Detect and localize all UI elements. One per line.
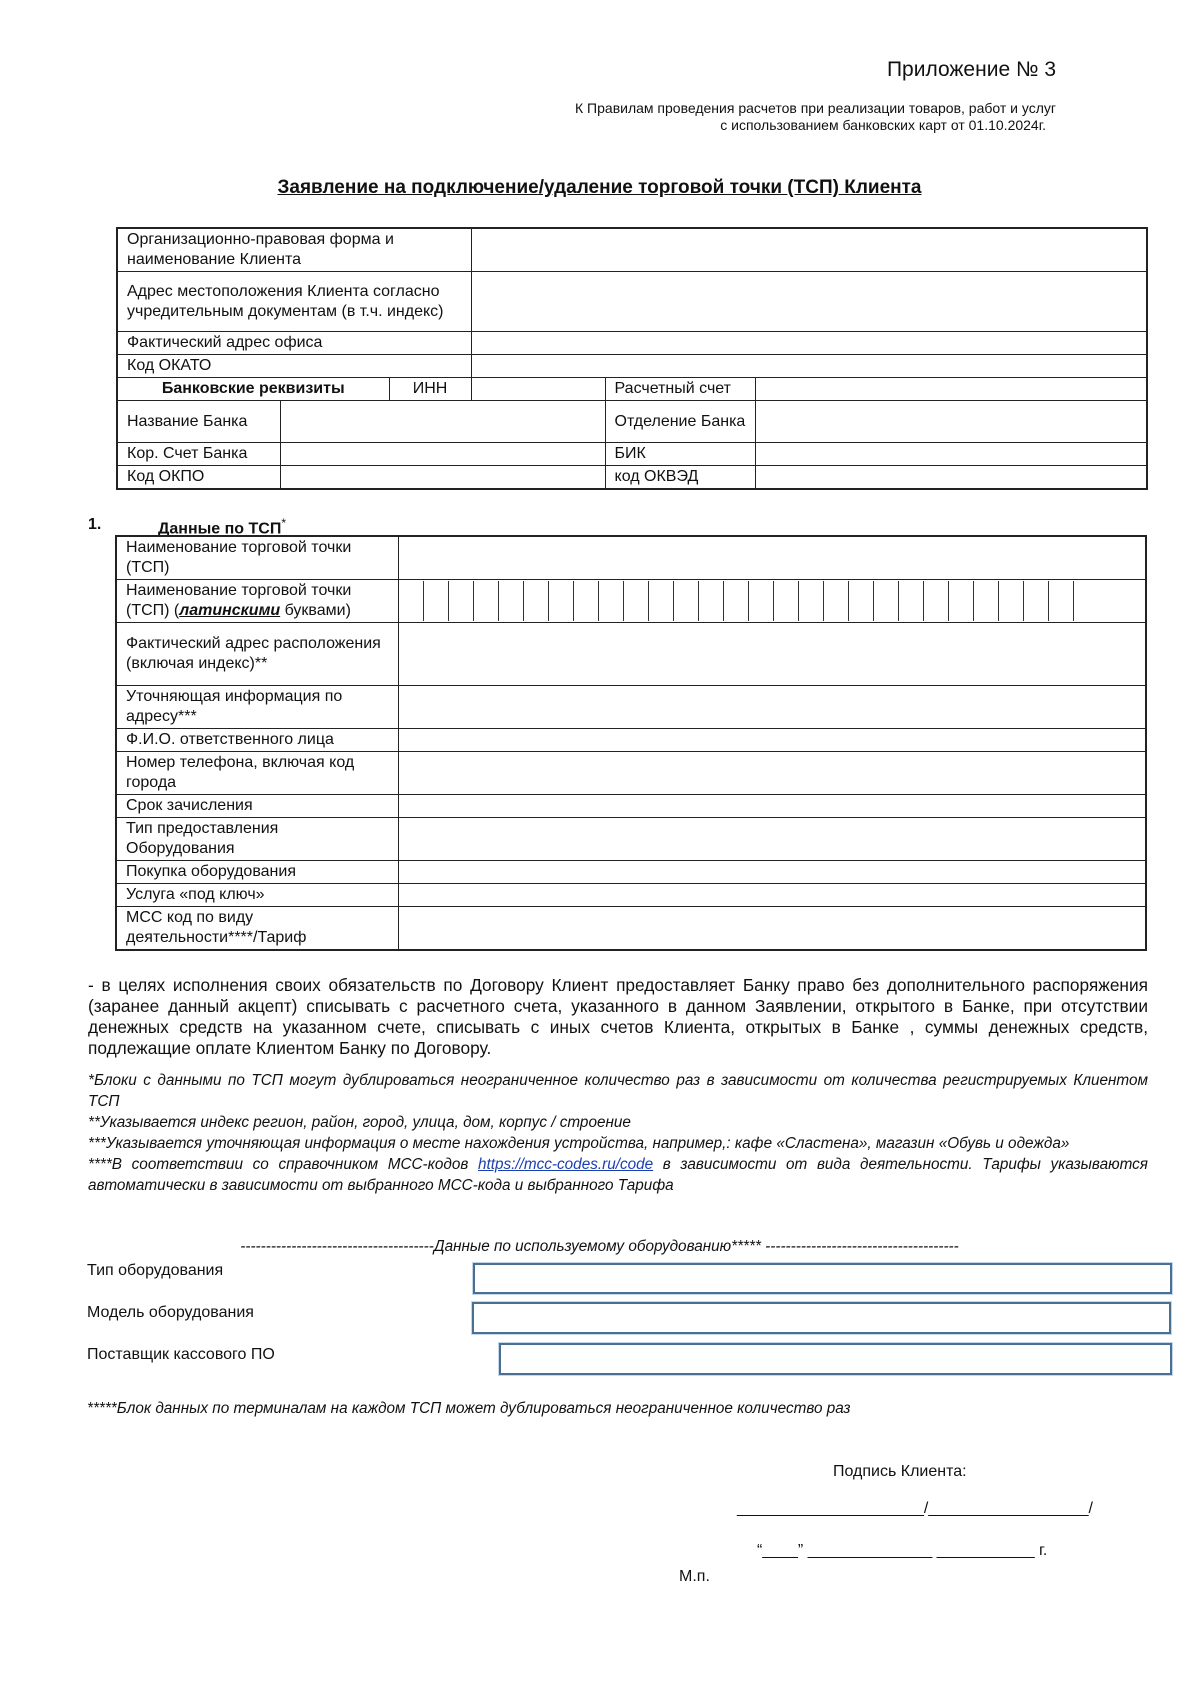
table-row <box>116 752 1146 795</box>
corr-account-label: Кор. Счет Банка <box>117 443 280 466</box>
client-signature-label: Подпись Клиента: <box>833 1463 967 1480</box>
tsp-address-label: Фактический адрес расположения (включая индекс)** <box>116 623 399 686</box>
term-label: Срок зачисления <box>116 795 399 818</box>
equipment-type-field[interactable] <box>399 818 1147 861</box>
okato-label: Код ОКАТО <box>117 355 471 378</box>
tsp-address-info-label: Уточняющая информация по адресу*** <box>116 686 399 729</box>
letter-cell[interactable] <box>699 581 724 621</box>
corr-account-field[interactable] <box>280 443 605 466</box>
letter-cell[interactable] <box>799 581 824 621</box>
responsible-field[interactable] <box>399 729 1147 752</box>
letter-cell[interactable] <box>724 581 749 621</box>
letter-cell[interactable] <box>499 581 524 621</box>
bank-name-field[interactable] <box>280 401 605 443</box>
letter-cell[interactable] <box>824 581 849 621</box>
phone-label: Номер телефона, включая код города <box>116 752 399 795</box>
appendix-number: Приложение № 3 <box>886 58 1056 81</box>
letter-cell[interactable] <box>774 581 799 621</box>
latin-suffix: буквами) <box>280 602 351 619</box>
letter-cell[interactable] <box>899 581 924 621</box>
table-row <box>116 536 1146 580</box>
letter-cell[interactable] <box>399 581 424 621</box>
signature-date-line[interactable]: “____” ______________ ___________ г. <box>757 1542 1048 1559</box>
inn-field[interactable] <box>471 378 605 401</box>
document-title <box>0 177 1199 199</box>
table-row <box>117 401 1147 443</box>
table-row <box>116 907 1146 951</box>
letter-cell[interactable] <box>574 581 599 621</box>
table-row <box>116 795 1146 818</box>
responsible-label: Ф.И.О. ответственного лица <box>116 729 399 752</box>
actual-address-label: Фактический адрес офиса <box>117 332 471 355</box>
account-field[interactable] <box>755 378 1147 401</box>
footnote-2: **Указывается индекс регион, район, город, улица, дом, корпус / строение <box>88 1114 631 1131</box>
equipment-type-label: Тип предоставления Оборудования <box>116 818 399 861</box>
turnkey-field[interactable] <box>399 884 1147 907</box>
bik-field[interactable] <box>755 443 1147 466</box>
bank-details-heading: Банковские реквизиты <box>117 378 389 401</box>
okved-label: код ОКВЭД <box>605 466 755 490</box>
footnote-4 <box>88 1154 1148 1196</box>
equipment-purchase-field[interactable] <box>399 861 1147 884</box>
letter-cell[interactable] <box>974 581 999 621</box>
letter-cell[interactable] <box>449 581 474 621</box>
letter-cell[interactable] <box>999 581 1024 621</box>
equipment-type-label: Тип оборудования <box>87 1262 224 1279</box>
mcc-codes-link[interactable]: https://mcc-codes.ru/code <box>477 1156 654 1173</box>
letter-cell[interactable] <box>749 581 774 621</box>
footnote-4-suffix: в зависимости от вида деятельности. Тарифы указываются автоматически в зависимости от выбранного МСС-кода и выбранного Тарифа <box>88 1156 1148 1194</box>
cash-software-vendor-input[interactable] <box>499 1343 1172 1375</box>
latin-emphasis: латинскими <box>179 602 281 619</box>
table-row <box>117 443 1147 466</box>
letter-cell[interactable] <box>624 581 649 621</box>
table-row <box>116 729 1146 752</box>
tsp-name-label: Наименование торговой точки (ТСП) <box>116 536 399 580</box>
letter-cell[interactable] <box>524 581 549 621</box>
section-title-text: Данные по ТСП <box>158 520 282 538</box>
footnote-4-prefix: ****В соответствии со справочником МСС-кодов <box>88 1156 478 1173</box>
letter-cell[interactable] <box>1049 581 1074 621</box>
equipment-purchase-label: Покупка оборудования <box>116 861 399 884</box>
actual-address-field[interactable] <box>471 332 1147 355</box>
equipment-type-input[interactable] <box>473 1263 1172 1294</box>
org-form-field[interactable] <box>471 228 1147 272</box>
rules-line-1: К Правилам проведения расчетов при реализации товаров, работ и услуг <box>575 100 1056 116</box>
okved-field[interactable] <box>755 466 1147 490</box>
footnote-1: *Блоки с данными по ТСП могут дублироваться неограниченное количество раз в зависимости от количества регистрируемых Клиентом ТСП <box>88 1072 1148 1110</box>
equipment-model-label: Модель оборудования <box>87 1304 254 1321</box>
footnotes <box>88 1070 1148 1196</box>
equipment-heading: --------------------------------------Данные по используемому оборудованию***** -------------------------------------- <box>240 1238 959 1255</box>
letter-cell[interactable] <box>1024 581 1049 621</box>
legal-address-field[interactable] <box>471 272 1147 332</box>
letter-cell[interactable] <box>599 581 624 621</box>
terminal-block-note: *****Блок данных по терминалам на каждом ТСП может дублироваться неограниченное количество раз <box>87 1400 851 1417</box>
table-row <box>116 861 1146 884</box>
tsp-latin-name-label <box>116 580 399 623</box>
mcc-field[interactable] <box>399 907 1147 951</box>
letter-cell[interactable] <box>674 581 699 621</box>
legal-address-label: Адрес местоположения Клиента согласно учредительным документам (в т.ч. индекс) <box>117 272 471 332</box>
table-row <box>116 686 1146 729</box>
document-title-text: Заявление на подключение/удаление торговой точки (ТСП) Клиента <box>277 177 922 198</box>
letter-cell[interactable] <box>549 581 574 621</box>
client-details-table <box>116 227 1148 490</box>
bank-branch-field[interactable] <box>755 401 1147 443</box>
tsp-address-info-field[interactable] <box>399 686 1147 729</box>
footnote-3: ***Указывается уточняющая информация о месте нахождения устройства, например,: кафе «Сластена», магазин «Обувь и одежда» <box>88 1135 1070 1152</box>
latin-prefix: Наименование торговой точки (ТСП) ( <box>126 582 352 619</box>
letter-cell[interactable] <box>1074 581 1145 621</box>
table-row <box>117 466 1147 490</box>
okato-field[interactable] <box>471 355 1147 378</box>
section-title-mark: * <box>281 516 287 530</box>
table-row <box>116 884 1146 907</box>
table-row <box>116 818 1146 861</box>
stamp-place: М.п. <box>679 1568 710 1585</box>
letter-cells[interactable] <box>399 581 1145 621</box>
account-label: Расчетный счет <box>605 378 755 401</box>
inn-label: ИНН <box>389 378 471 401</box>
tsp-latin-name-cells[interactable] <box>399 580 1147 623</box>
section-number: 1. <box>88 516 102 533</box>
org-form-label: Организационно-правовая форма и наименование Клиента <box>117 228 471 272</box>
table-row <box>117 355 1147 378</box>
rules-line-2: с использованием банковских карт от 01.10.2024г. <box>720 117 1046 133</box>
letter-cell[interactable] <box>474 581 499 621</box>
table-row <box>116 580 1146 623</box>
mcc-label: МСС код по виду деятельности****/Тариф <box>116 907 399 951</box>
phone-field[interactable] <box>399 752 1147 795</box>
cash-software-vendor-label: Поставщик кассового ПО <box>87 1346 275 1363</box>
bank-branch-label: Отделение Банка <box>605 401 755 443</box>
equipment-model-input[interactable] <box>472 1302 1171 1334</box>
term-field[interactable] <box>399 795 1147 818</box>
table-row <box>117 378 1147 401</box>
letter-cell[interactable] <box>424 581 449 621</box>
letter-cell[interactable] <box>874 581 899 621</box>
turnkey-label: Услуга «под ключ» <box>116 884 399 907</box>
acceptance-paragraph: - в целях исполнения своих обязательств по Договору Клиент предоставляет Банку право без дополнительного распоряжения (заранее данный акцепт) списывать с расчетного счета, указанного в данном Заявлении, открытого в Банке, при отсутствии денежных средств на указанном счете, списывать с иных счетов Клиента, открытых в Банке , суммы денежных средств, подлежащие оплате Клиентом Банку по Договору. <box>88 975 1148 1058</box>
letter-cell[interactable] <box>849 581 874 621</box>
tsp-data-table <box>115 535 1147 951</box>
letter-cell[interactable] <box>949 581 974 621</box>
letter-cell[interactable] <box>924 581 949 621</box>
tsp-name-field[interactable] <box>399 536 1147 580</box>
rules-reference <box>456 100 1056 134</box>
okpo-label: Код ОКПО <box>117 466 280 490</box>
client-signature-line[interactable]: _____________________/__________________/ <box>737 1500 1093 1517</box>
table-row <box>117 272 1147 332</box>
bank-name-label: Название Банка <box>117 401 280 443</box>
okpo-field[interactable] <box>280 466 605 490</box>
letter-cell[interactable] <box>649 581 674 621</box>
tsp-address-field[interactable] <box>399 623 1147 686</box>
table-row <box>116 623 1146 686</box>
table-row <box>117 228 1147 272</box>
table-row <box>117 332 1147 355</box>
bik-label: БИК <box>605 443 755 466</box>
